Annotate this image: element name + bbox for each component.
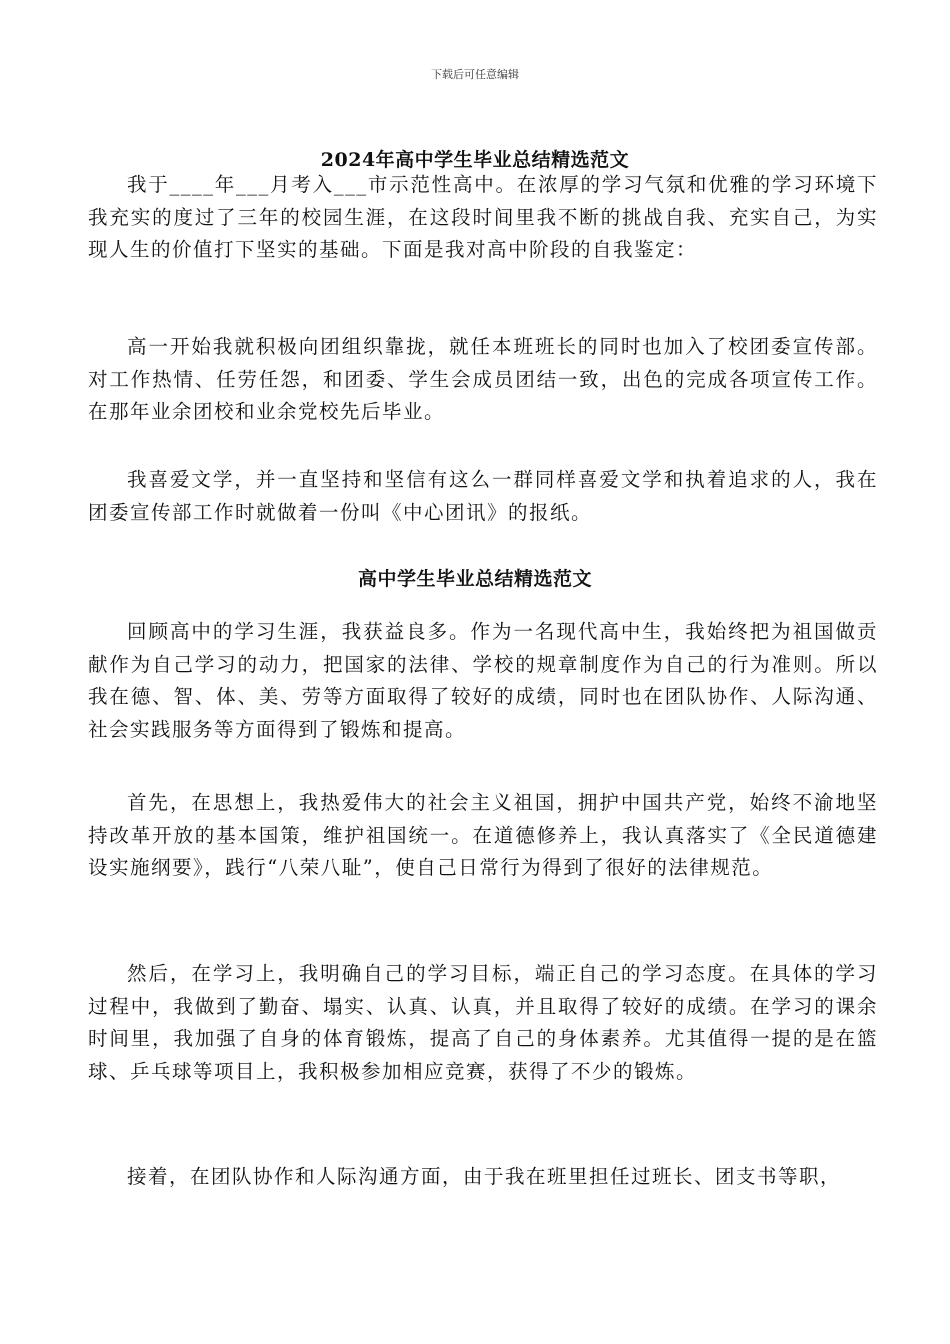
paragraph: 高一开始我就积极向团组织靠拢，就任本班班长的同时也加入了校团委宣传部。对工作热情、任劳任怨，和团委、学生会成员团结一致，出色的完成各项宣传工作。在那年业余团校和业余党校先后毕业。 [88,335,878,423]
paragraph: 我于____年___月考入___市示范性高中。在浓厚的学习气氛和优雅的学习环境下我充实的度过了三年的校园生涯，在这段时间里我不断的挑战自我、充实自己，为实现人生的价值打下坚实的基础。下面是我对高中阶段的自我鉴定： [88,173,878,261]
document-title: 2024年高中学生毕业总结精选范文 [320,149,630,171]
header-note: 下载后可任意编辑 [431,68,519,81]
paragraph: 回顾高中的学习生涯，我获益良多。作为一名现代高中生，我始终把为祖国做贡献作为自己学习的动力，把国家的法律、学校的规章制度作为自己的行为准则。所以我在德、智、体、美、劳等方面取得了较好的成绩，同时也在团队协作、人际沟通、社会实践服务等方面得到了锻炼和提高。 [88,620,878,741]
paragraph: 接着，在团队协作和人际沟通方面，由于我在班里担任过班长、团支书等职， [127,1165,842,1188]
paragraph: 首先，在思想上，我热爱伟大的社会主义祖国，拥护中国共产党，始终不渝地坚持改革开放的基本国策，维护祖国统一。在道德修养上，我认真落实了《全民道德建设实施纲要》，践行“八荣八耻”，使自己日常行为得到了很好的法律规范。 [88,791,878,879]
section-title: 高中学生毕业总结精选范文 [357,568,592,590]
paragraph: 然后，在学习上，我明确自己的学习目标，端正自己的学习态度。在具体的学习过程中，我做到了勤奋、塌实、认真、认真，并且取得了较好的成绩。在学习的课余时间里，我加强了自身的体育锻炼，提高了自己的身体素养。尤其值得一提的是在篮球、乒乓球等项目上，我积极参加相应竞赛，获得了不少的锻炼。 [88,962,878,1083]
paragraph: 我喜爱文学，并一直坚持和坚信有这么一群同样喜爱文学和执着追求的人，我在团委宣传部工作时就做着一份叫《中心团讯》的报纸。 [88,468,878,524]
